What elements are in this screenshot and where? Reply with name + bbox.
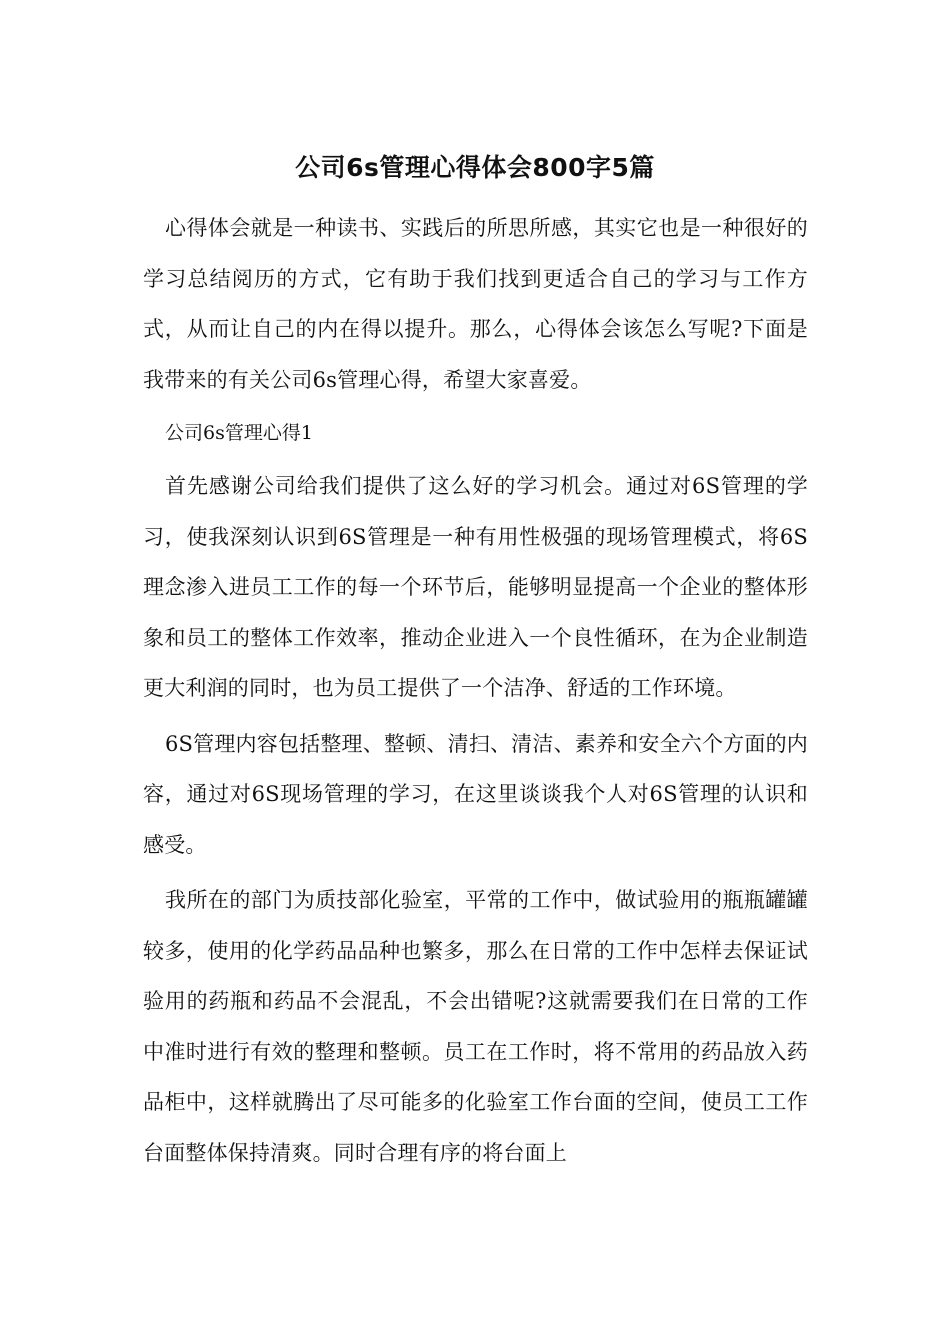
document-title: 公司6s管理心得体会800字5篇 [295,153,655,182]
body-paragraph-2: 6S管理内容包括整理、整顿、清扫、清洁、素养和安全六个方面的内容，通过对6S现场管理的学习，在这里谈谈我个人对6S管理的认识和感受。 [143,731,808,857]
body-paragraph-1: 首先感谢公司给我们提供了这么好的学习机会。通过对6S管理的学习，使我深刻认识到6S管理是一种有用性极强的现场管理模式，将6S理念渗入进员工工作的每一个环节后，能够明显提高一个企业的整体形象和员工的整体工作效率，推动企业进入一个良性循环，在为企业制造更大利润的同时，也为员工提供了一个洁净、舒适的工作环境。 [143,474,808,700]
intro-paragraph: 心得体会就是一种读书、实践后的所思所感，其实它也是一种很好的学习总结阅历的方式，它有助于我们找到更适合自己的学习与工作方式，从而让自己的内在得以提升。那么，心得体会该怎么写呢?下面是我带来的有关公司6s管理心得，希望大家喜爱。 [143,216,808,392]
body-paragraph-3: 我所在的部门为质技部化验室，平常的工作中，做试验用的瓶瓶罐罐较多，使用的化学药品品种也繁多，那么在日常的工作中怎样去保证试验用的药瓶和药品不会混乱，不会出错呢?这就需要我们在日常的工作中准时进行有效的整理和整顿。员工在工作时，将不常用的药品放入药品柜中，这样就腾出了尽可能多的化验室工作台面的空间，使员工工作台面整体保持清爽。同时合理有序的将台面上 [143,888,808,1165]
document-body [143,203,808,1183]
section-heading: 公司6s管理心得1 [165,422,313,444]
